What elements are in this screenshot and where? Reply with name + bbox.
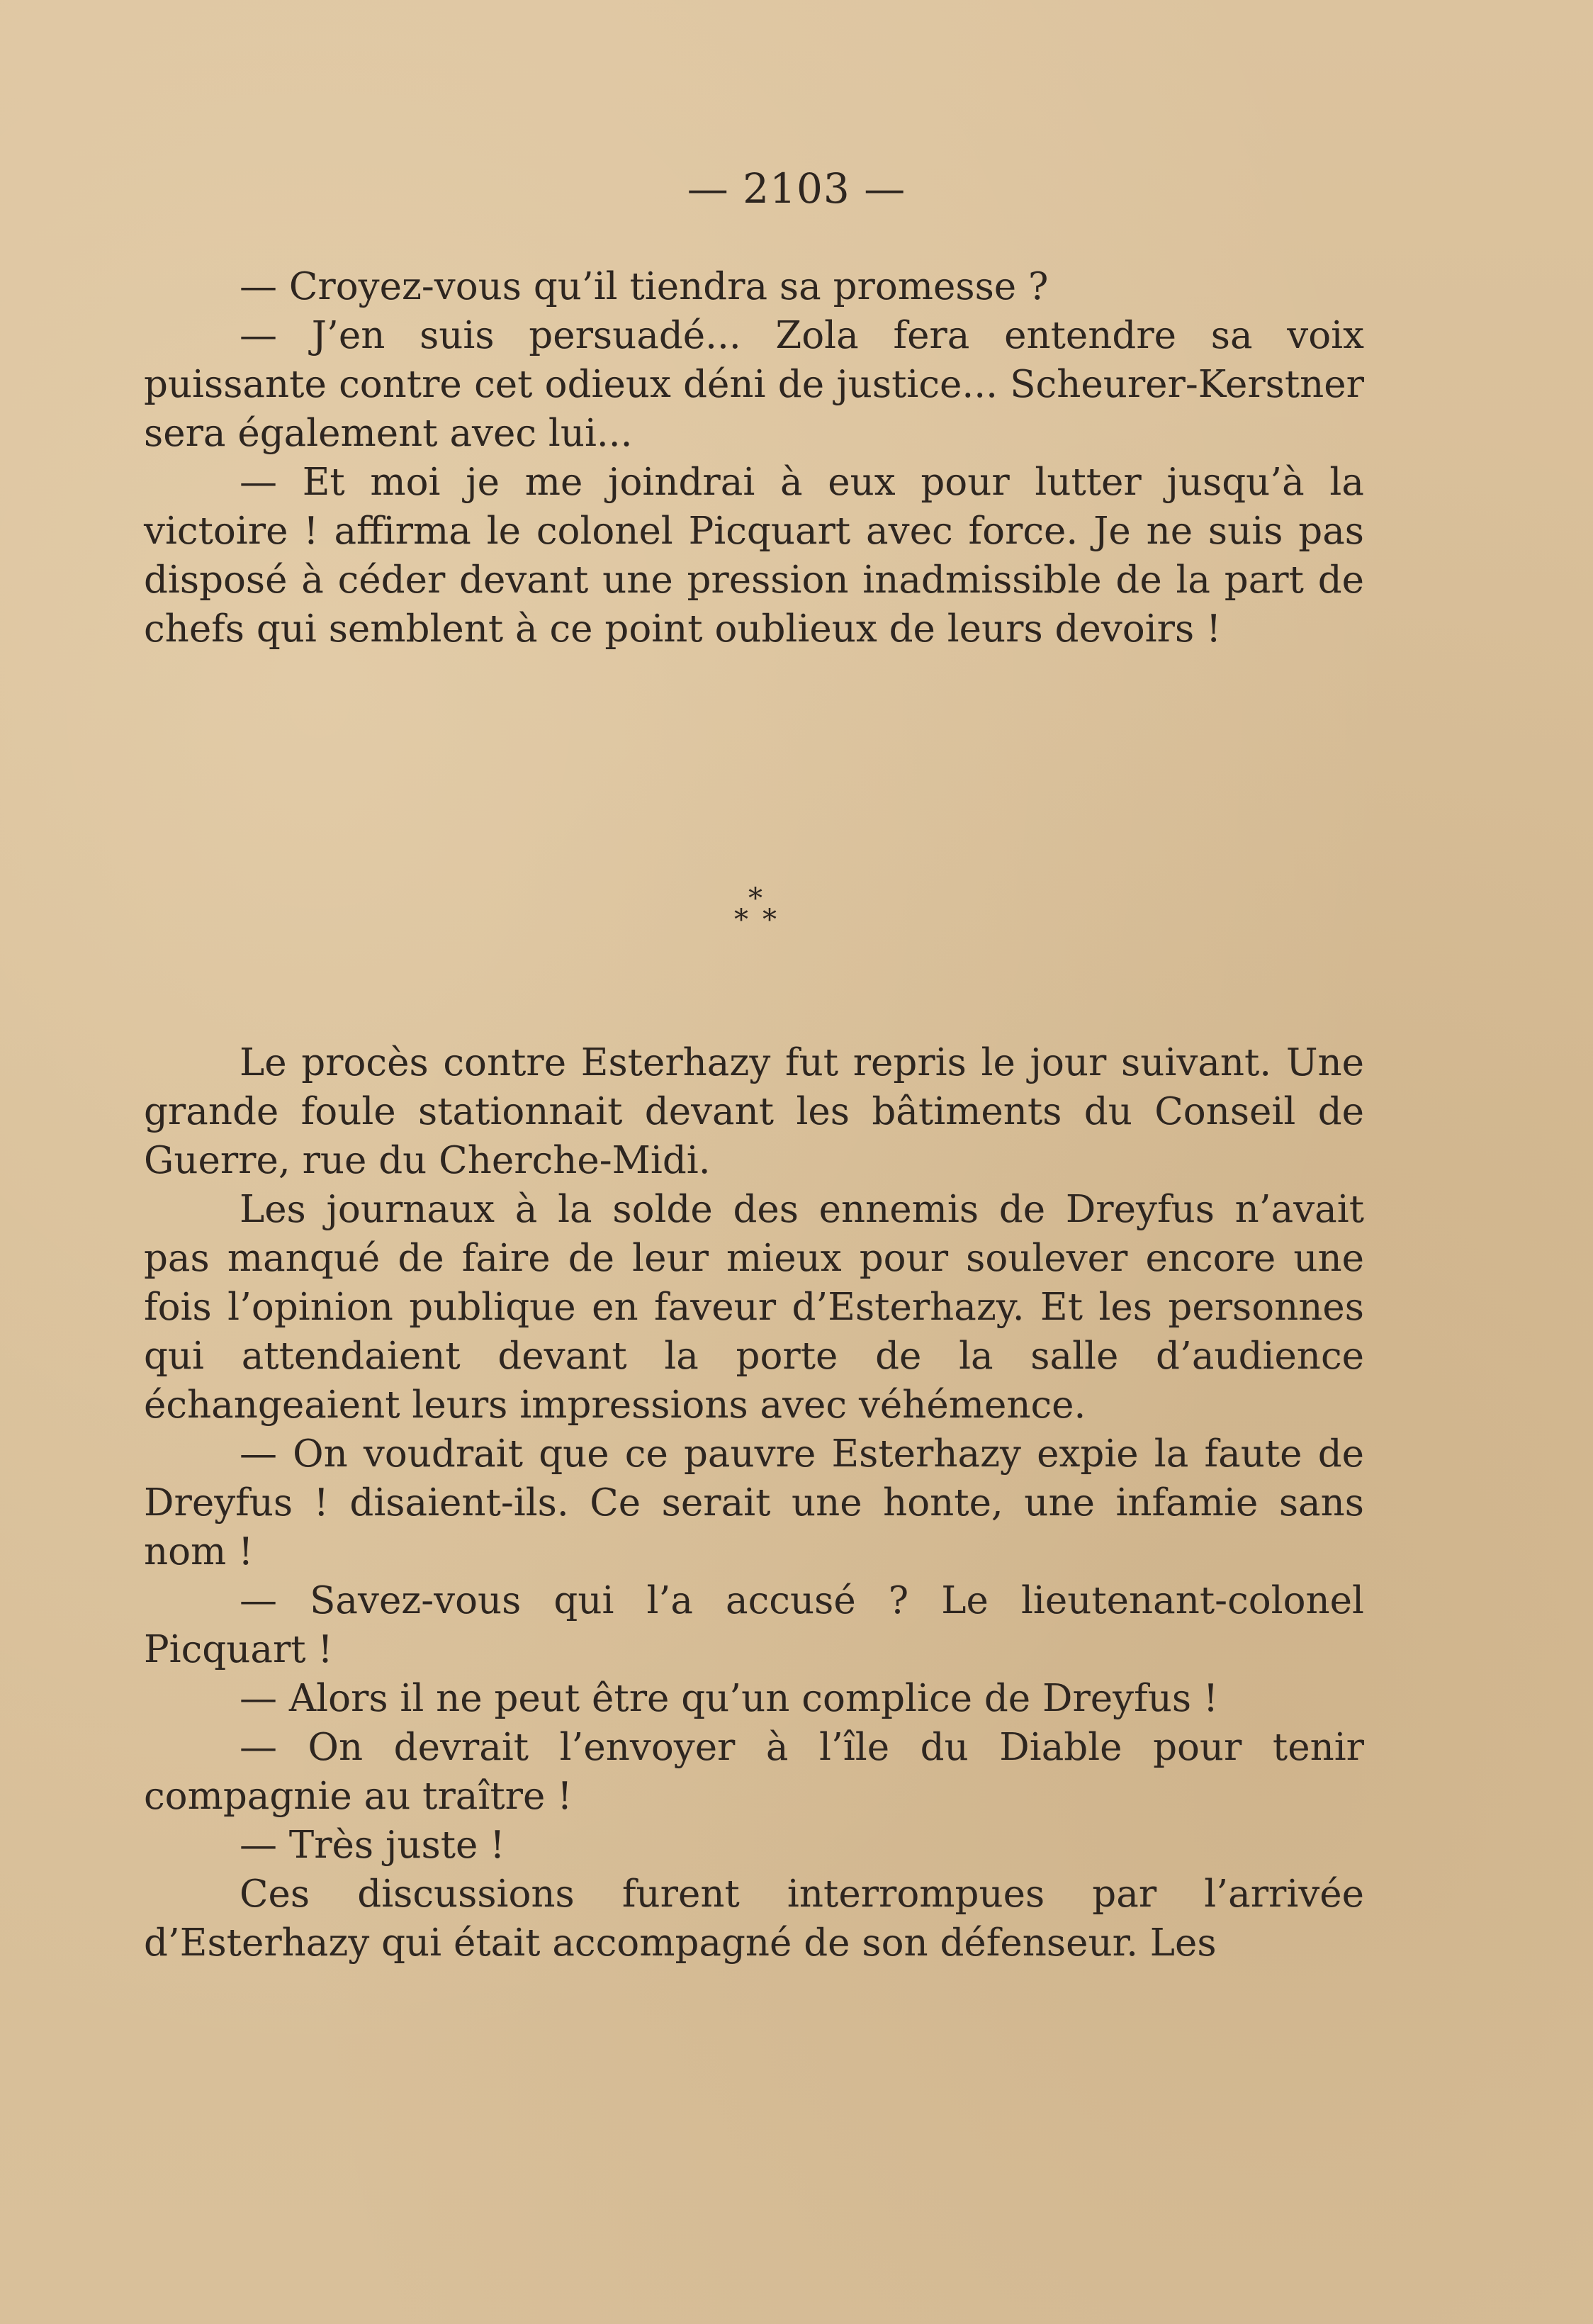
paragraph: Ces discussions furent interrompues par l’arrivée d’Esterhazy qui était accompagné de son défenseur. Les [144,1873,1364,1965]
paragraph: — Et moi je me joindrai à eux pour lutter jusqu’à la victoire ! affirma le colonel Picquart avec force. Je ne suis pas disposé à céder devant une pression inadmissible de la part de chefs qui semblent à ce point oublieux de leurs devoirs ! [144,461,1364,651]
asterisk-glyph: * [748,882,762,915]
paragraph: Les journaux à la solde des ennemis de Dreyfus n’avait pas manqué de faire de leur mieux pour soulever encore une fois l’opinion publique en faveur d’Esterhazy. Et les personnes qui attendaient devant la porte de la salle d’audience échangeaient leurs impressions avec véhémence. [144,1188,1364,1427]
asterisk-glyph: * [762,904,777,936]
paragraph: — Très juste ! [240,1824,505,1867]
paragraph: — Croyez-vous qu’il tiendra sa promesse ? [240,265,1049,308]
paragraph: Le procès contre Esterhazy fut repris le jour suivant. Une grande foule stationnait devant les bâtiments du Conseil de Guerre, rue du Cherche-Midi. [144,1041,1364,1182]
page-number: — 2103 — [687,164,906,213]
paragraph: — On voudrait que ce pauvre Esterhazy expie la faute de Dreyfus ! disaient-ils. Ce serait une honte, une infamie sans nom ! [144,1432,1364,1573]
section-break-asterism [726,882,796,948]
paragraph: — J’en suis persuadé... Zola fera entendre sa voix puissante contre cet odieux déni de justice... Scheurer-Kerstner sera également avec lui... [144,314,1364,455]
paragraph: — On devrait l’envoyer à l’île du Diable pour tenir compagnie au traître ! [144,1726,1364,1818]
text-block-bottom [144,1038,1364,1967]
text-block-top [144,262,1364,653]
paragraph: — Savez-vous qui l’a accusé ? Le lieutenant-colonel Picquart ! [144,1579,1364,1671]
paragraph: — Alors il ne peut être qu’un complice de Dreyfus ! [240,1677,1219,1720]
asterisk-glyph: * [734,904,748,936]
